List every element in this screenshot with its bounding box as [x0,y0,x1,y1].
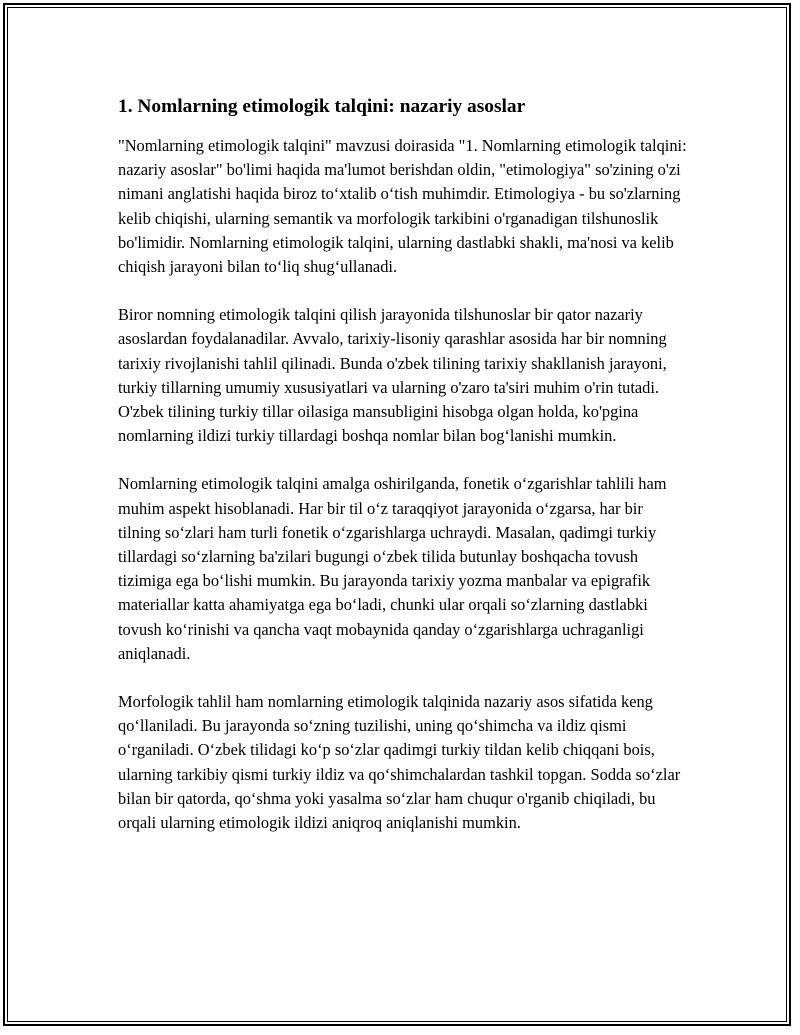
paragraph-1: "Nomlarning etimologik talqini" mavzusi doirasida "1. Nomlarning etimologik talqini: nazariy asoslar" bo'limi haqida ma'lumot berishdan oldin, "etimologiya" so'zining o'zi nimani anglatishi haqida biroz to‘xtalib o‘tish muhimdir. Etimologiya - bu so'zlarning kelib chiqishi, ularning semantik va morfologik tarkibini o'rganadigan tilshunoslik bo'limidir. Nomlarning etimologik talqini, ularning dastlabki shakli, ma'nosi va kelib chiqish jarayoni bilan to‘liq shug‘ullanadi. [118,136,687,277]
paragraph-2: Biror nomning etimologik talqini qilish jarayonida tilshunoslar bir qator nazariy asoslardan foydalanadilar. Avvalo, tarixiy-lisoniy qarashlar asosida har bir nomning tarixiy rivojlanishi tahlil qilinadi. Bunda o'zbek tilining tarixiy shakllanish jarayoni, turkiy tillarning umumiy xususiyatlari va ularning o'zaro ta'siri muhim o'rin tutadi. O'zbek tilining turkiy tillar oilasiga mansubligini hisobga olgan holda, ko'pgina nomlarning ildizi turkiy tillardagi boshqa nomlar bilan bog‘lanishi mumkin. [118,305,667,446]
section-heading: 1. Nomlarning etimologik talqini: nazariy asoslar [118,96,526,117]
paragraph-3: Nomlarning etimologik talqini amalga oshirilganda, fonetik o‘zgarishlar tahlili ham muhim aspekt hisoblanadi. Har bir til o‘z taraqqiyot jarayonida o‘zgarsa, har bir tilning so‘zlari ham turli fonetik o‘zgarishlarga uchraydi. Masalan, qadimgi turkiy tillardagi so‘zlarning ba'zilari bugungi o‘zbek tilida butunlay boshqacha tovush tizimiga ega bo‘lishi mumkin. Bu jarayonda tarixiy yozma manbalar va epigrafik materiallar katta ahamiyatga ega bo‘ladi, chunki ular orqali so‘zlarning dastlabki tovush ko‘rinishi va qancha vaqt mobaynida qanday o‘zgarishlarga uchraganligi aniqlanadi. [118,474,667,663]
document-body [118,94,688,859]
paragraph-4: Morfologik tahlil ham nomlarning etimologik talqinida nazariy asos sifatida keng qo‘llaniladi. Bu jarayonda so‘zning tuzilishi, uning qo‘shimcha va ildiz qismi o‘rganiladi. O‘zbek tilidagi ko‘p so‘zlar qadimgi turkiy tildan kelib chiqqani bois, ularning tarkibiy qismi turkiy ildiz va qo‘shimchalardan tashkil topgan. Sodda so‘zlar bilan bir qatorda, qo‘shma yoki yasalma so‘zlar ham chuqur o'rganib chiqiladi, bu orqali ularning etimologik ildizi aniqroq aniqlanishi mumkin. [118,692,681,833]
